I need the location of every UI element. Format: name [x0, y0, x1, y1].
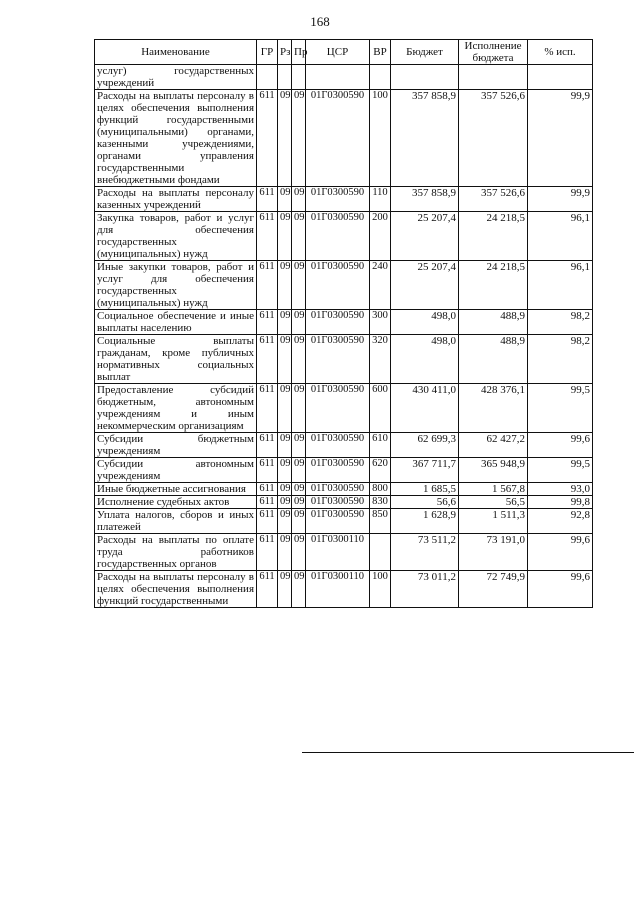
cell-execution: 488,9 — [459, 335, 528, 384]
header-percent: % исп. — [528, 40, 593, 65]
cell-rz: 09 — [278, 187, 292, 212]
cell-budget: 498,0 — [391, 310, 459, 335]
cell-execution: 357 526,6 — [459, 187, 528, 212]
cell-budget: 1 685,5 — [391, 483, 459, 496]
cell-rz — [278, 65, 292, 90]
cell-csr: 01Г0300590 — [306, 90, 370, 187]
cell-vr — [370, 65, 391, 90]
cell-csr: 01Г0300110 — [306, 534, 370, 571]
cell-percent: 99,9 — [528, 90, 593, 187]
cell-vr: 240 — [370, 261, 391, 310]
cell-execution: 357 526,6 — [459, 90, 528, 187]
cell-percent: 99,6 — [528, 433, 593, 458]
cell-pr: 09 — [292, 90, 306, 187]
table-row — [95, 384, 593, 433]
cell-rz: 09 — [278, 458, 292, 483]
cell-budget: 357 858,9 — [391, 187, 459, 212]
table-row — [95, 261, 593, 310]
cell-pr: 09 — [292, 483, 306, 496]
cell-name: Социальные выплаты гражданам, кроме публичных нормативных социальных выплат — [95, 335, 257, 384]
cell-pr: 09 — [292, 433, 306, 458]
table-row — [95, 571, 593, 608]
table-body — [95, 65, 593, 608]
cell-percent: 99,6 — [528, 571, 593, 608]
cell-percent: 96,1 — [528, 261, 593, 310]
cell-percent: 99,9 — [528, 187, 593, 212]
table-row — [95, 212, 593, 261]
table-row — [95, 496, 593, 509]
cell-rz: 09 — [278, 310, 292, 335]
header-name: Наименование — [95, 40, 257, 65]
cell-gr: 611 — [257, 571, 278, 608]
table-row — [95, 458, 593, 483]
cell-gr: 611 — [257, 335, 278, 384]
budget-execution-table — [94, 39, 593, 608]
cell-csr: 01Г0300590 — [306, 310, 370, 335]
cell-budget: 73 011,2 — [391, 571, 459, 608]
cell-gr: 611 — [257, 212, 278, 261]
cell-name: Расходы на выплаты персоналу в целях обеспечения выполнения функций государственными — [95, 571, 257, 608]
cell-pr: 09 — [292, 187, 306, 212]
cell-gr: 611 — [257, 433, 278, 458]
cell-pr: 09 — [292, 571, 306, 608]
cell-vr: 830 — [370, 496, 391, 509]
cell-csr: 01Г0300590 — [306, 496, 370, 509]
cell-execution — [459, 65, 528, 90]
cell-gr: 611 — [257, 458, 278, 483]
cell-rz: 09 — [278, 261, 292, 310]
table-row — [95, 310, 593, 335]
table-row — [95, 90, 593, 187]
cell-percent: 98,2 — [528, 310, 593, 335]
cell-pr: 09 — [292, 509, 306, 534]
cell-vr — [370, 534, 391, 571]
cell-name: Субсидии автономным учреждениям — [95, 458, 257, 483]
cell-vr: 300 — [370, 310, 391, 335]
cell-percent: 93,0 — [528, 483, 593, 496]
table-row — [95, 483, 593, 496]
cell-csr: 01Г0300590 — [306, 483, 370, 496]
page-number: 168 — [310, 14, 330, 29]
cell-budget: 73 511,2 — [391, 534, 459, 571]
header-gr: ГР — [257, 40, 278, 65]
cell-name: Расходы на выплаты персоналу казенных учреждений — [95, 187, 257, 212]
table-row — [95, 187, 593, 212]
cell-execution: 24 218,5 — [459, 261, 528, 310]
cell-percent: 99,8 — [528, 496, 593, 509]
cell-rz: 09 — [278, 90, 292, 187]
table-row — [95, 509, 593, 534]
cell-pr: 09 — [292, 261, 306, 310]
cell-percent: 99,5 — [528, 458, 593, 483]
cell-name: Уплата налогов, сборов и иных платежей — [95, 509, 257, 534]
cell-pr: 09 — [292, 496, 306, 509]
cell-csr: 01Г0300590 — [306, 433, 370, 458]
cell-vr: 100 — [370, 90, 391, 187]
cell-execution: 56,5 — [459, 496, 528, 509]
cell-budget: 430 411,0 — [391, 384, 459, 433]
cell-pr: 09 — [292, 534, 306, 571]
cell-rz: 09 — [278, 335, 292, 384]
cell-rz: 09 — [278, 483, 292, 496]
cell-name: Предоставление субсидий бюджетным, автономным учреждениям и иным некоммерческим организациям — [95, 384, 257, 433]
cell-pr: 09 — [292, 384, 306, 433]
cell-rz: 09 — [278, 509, 292, 534]
cell-csr: 01Г0300590 — [306, 187, 370, 212]
cell-gr: 611 — [257, 496, 278, 509]
cell-execution: 365 948,9 — [459, 458, 528, 483]
cell-percent: 96,1 — [528, 212, 593, 261]
cell-gr: 611 — [257, 534, 278, 571]
header-pr: Пр — [292, 40, 306, 65]
cell-vr: 620 — [370, 458, 391, 483]
cell-rz: 09 — [278, 212, 292, 261]
cell-gr: 611 — [257, 483, 278, 496]
cell-name: Социальное обеспечение и иные выплаты населению — [95, 310, 257, 335]
cell-csr: 01Г0300590 — [306, 384, 370, 433]
cell-vr: 610 — [370, 433, 391, 458]
cell-gr: 611 — [257, 90, 278, 187]
header-budget: Бюджет — [391, 40, 459, 65]
cell-pr: 09 — [292, 310, 306, 335]
cell-execution: 24 218,5 — [459, 212, 528, 261]
cell-budget: 1 628,9 — [391, 509, 459, 534]
cell-percent: 92,8 — [528, 509, 593, 534]
cell-csr: 01Г0300590 — [306, 509, 370, 534]
header-rz: Рз — [278, 40, 292, 65]
cell-name: Иные закупки товаров, работ и услуг для обеспечения государственных (муниципальных) нужд — [95, 261, 257, 310]
cell-csr: 01Г0300590 — [306, 261, 370, 310]
cell-gr — [257, 65, 278, 90]
cell-percent: 99,6 — [528, 534, 593, 571]
header-vr: ВР — [370, 40, 391, 65]
table-row — [95, 65, 593, 90]
cell-name: Расходы на выплаты по оплате труда работников государственных органов — [95, 534, 257, 571]
table-row — [95, 534, 593, 571]
cell-execution: 428 376,1 — [459, 384, 528, 433]
cell-csr: 01Г0300590 — [306, 458, 370, 483]
cell-percent — [528, 65, 593, 90]
cell-execution: 488,9 — [459, 310, 528, 335]
cell-execution: 1 511,3 — [459, 509, 528, 534]
cell-name: Субсидии бюджетным учреждениям — [95, 433, 257, 458]
cell-budget: 367 711,7 — [391, 458, 459, 483]
cell-gr: 611 — [257, 310, 278, 335]
cell-rz: 09 — [278, 571, 292, 608]
cell-vr: 600 — [370, 384, 391, 433]
cell-pr — [292, 65, 306, 90]
cell-budget: 357 858,9 — [391, 90, 459, 187]
header-execution: Исполнение бюджета — [459, 40, 528, 65]
cell-name: услуг) государственных учреждений — [95, 65, 257, 90]
cell-csr: 01Г0300590 — [306, 212, 370, 261]
cell-pr: 09 — [292, 212, 306, 261]
table-row — [95, 433, 593, 458]
cell-pr: 09 — [292, 335, 306, 384]
cell-percent: 99,5 — [528, 384, 593, 433]
cell-vr: 100 — [370, 571, 391, 608]
cell-execution: 1 567,8 — [459, 483, 528, 496]
cell-execution: 62 427,2 — [459, 433, 528, 458]
cell-vr: 850 — [370, 509, 391, 534]
table-header-row — [95, 40, 593, 65]
cell-budget: 25 207,4 — [391, 212, 459, 261]
cell-rz: 09 — [278, 384, 292, 433]
header-csr: ЦСР — [306, 40, 370, 65]
cell-budget: 25 207,4 — [391, 261, 459, 310]
cell-budget: 56,6 — [391, 496, 459, 509]
cell-gr: 611 — [257, 187, 278, 212]
cell-rz: 09 — [278, 433, 292, 458]
cell-rz: 09 — [278, 496, 292, 509]
cell-execution: 73 191,0 — [459, 534, 528, 571]
cell-csr — [306, 65, 370, 90]
cell-percent: 98,2 — [528, 335, 593, 384]
cell-gr: 611 — [257, 261, 278, 310]
cell-name: Закупка товаров, работ и услуг для обеспечения государственных (муниципальных) нужд — [95, 212, 257, 261]
cell-pr: 09 — [292, 458, 306, 483]
cell-name: Иные бюджетные ассигнования — [95, 483, 257, 496]
footnote-divider — [302, 752, 634, 753]
cell-vr: 800 — [370, 483, 391, 496]
cell-rz: 09 — [278, 534, 292, 571]
cell-csr: 01Г0300110 — [306, 571, 370, 608]
cell-name: Исполнение судебных актов — [95, 496, 257, 509]
cell-gr: 611 — [257, 384, 278, 433]
cell-execution: 72 749,9 — [459, 571, 528, 608]
cell-csr: 01Г0300590 — [306, 335, 370, 384]
cell-budget: 62 699,3 — [391, 433, 459, 458]
table-row — [95, 335, 593, 384]
cell-budget — [391, 65, 459, 90]
cell-vr: 320 — [370, 335, 391, 384]
cell-vr: 200 — [370, 212, 391, 261]
cell-vr: 110 — [370, 187, 391, 212]
cell-gr: 611 — [257, 509, 278, 534]
cell-budget: 498,0 — [391, 335, 459, 384]
cell-name: Расходы на выплаты персоналу в целях обеспечения выполнения функций государственными (муниципальными) органами, казенными учреждениями, органами управления государственными внебюджетными фондами — [95, 90, 257, 187]
